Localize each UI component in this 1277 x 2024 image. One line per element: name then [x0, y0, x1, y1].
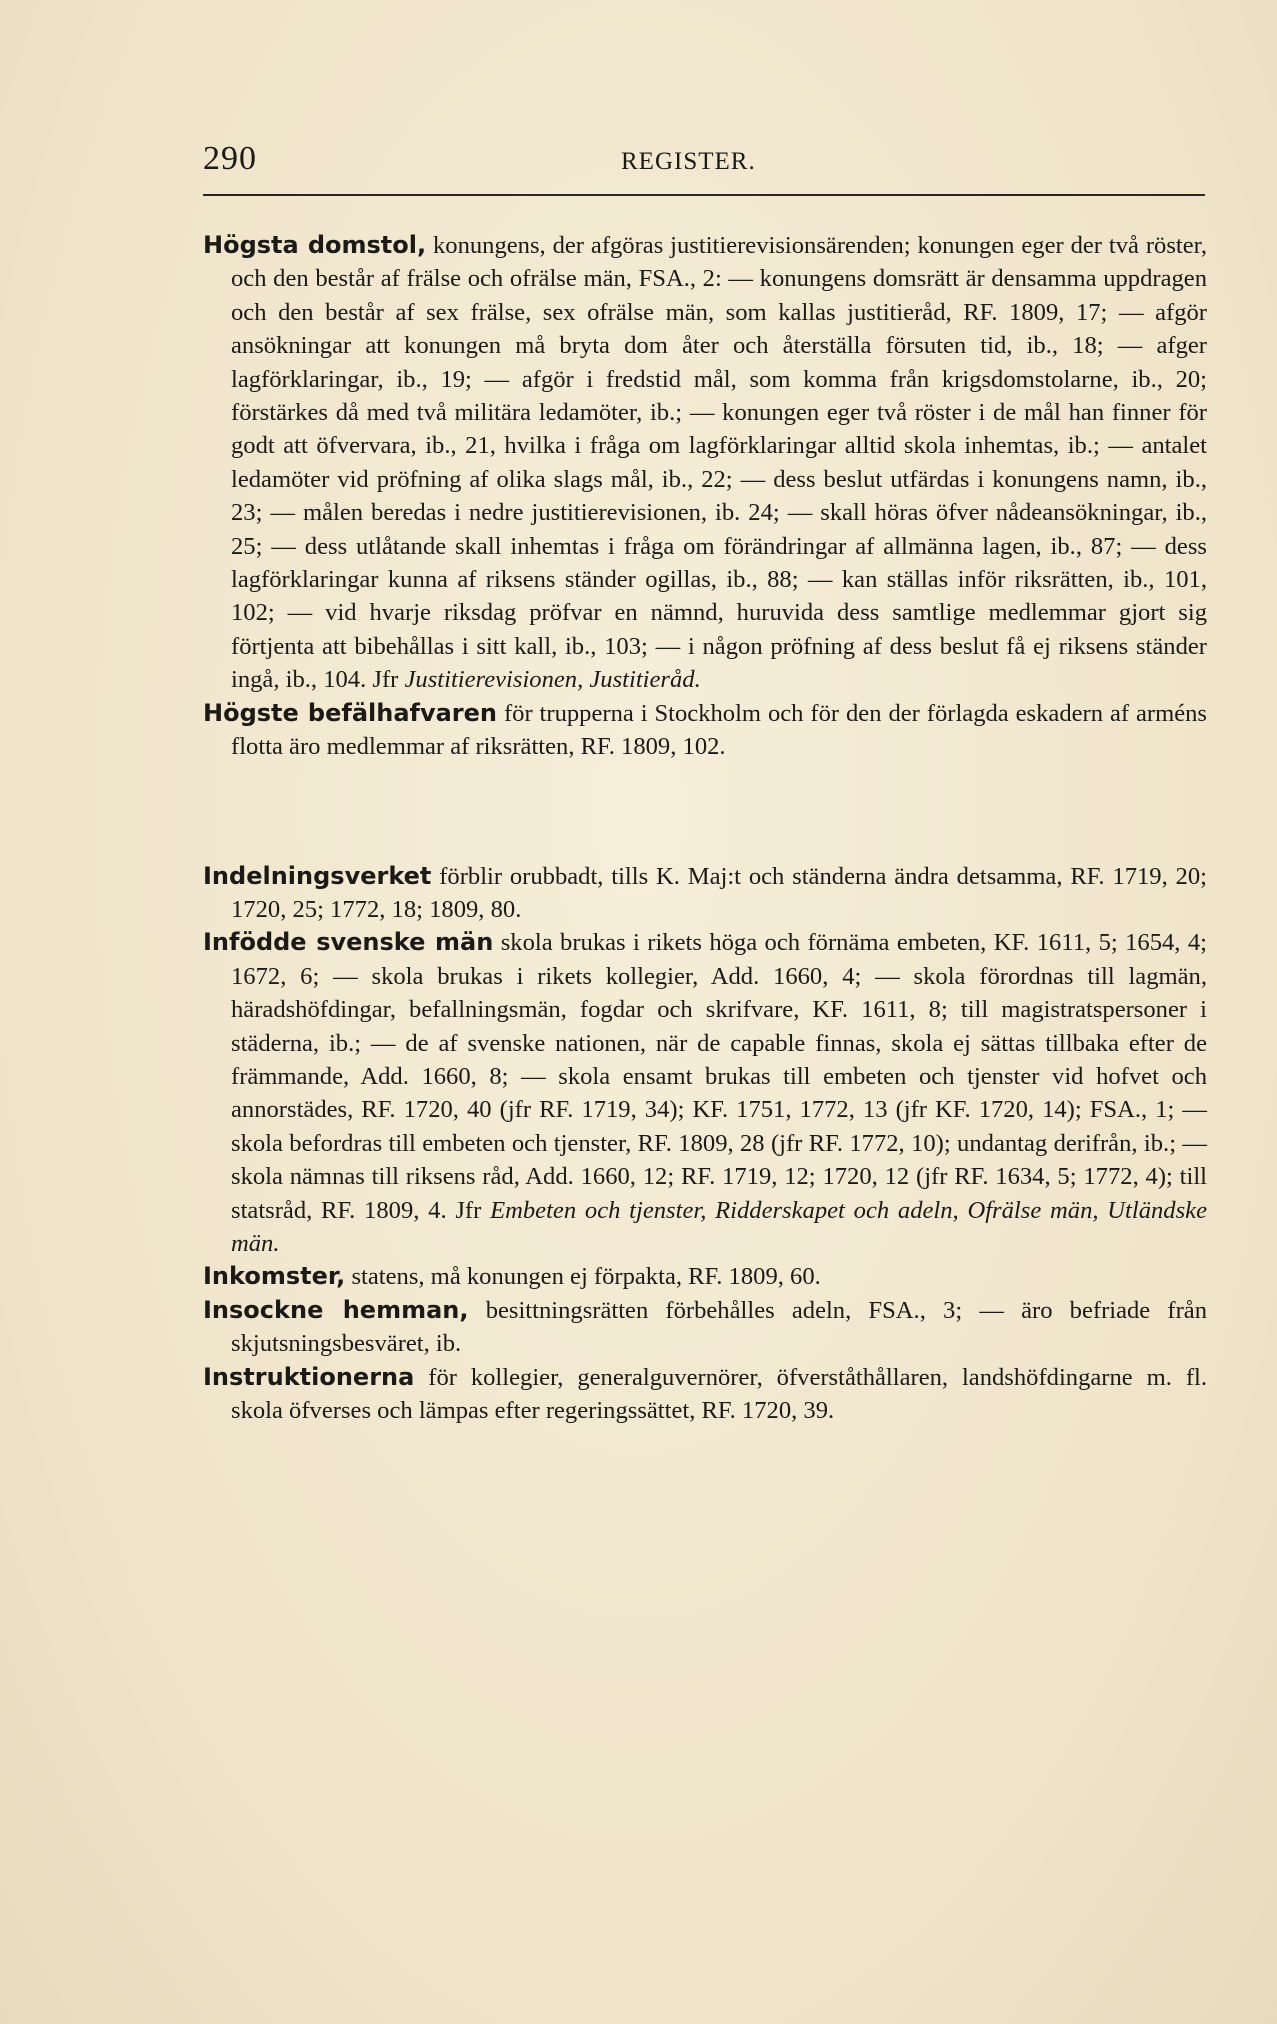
entry-head: Högsta domstol, [203, 231, 427, 259]
entry-cross-reference: Justitierevisionen, Justitieråd. [404, 666, 701, 694]
register-text [203, 229, 1207, 1427]
entry-text: för kollegier, generalguvernörer, öfverståthållaren, landshöfdingarne m. fl. skola öfverses och lämpas efter regeringssättet, RF. 1720, 39. [231, 1363, 1207, 1424]
entry-text: statens, må konungen ej förpakta, RF. 1809, 60. [351, 1263, 821, 1291]
section-gap [203, 764, 1207, 860]
entry-head: Inkomster, [203, 1262, 346, 1291]
entry-text: skola brukas i rikets höga och förnäma embeten, KF. 1611, 5; 1654, 4; 1672, 6; — skola brukas i rikets kollegier, Add. 1660, 4; — skola förordnas till lagmän, häradshöfdingar, befallningsmän, fogdar och skrifvare, KF. 1611, 8; till magistratspersoner i städerna, ib.; — de af svenske nationen, när de capable finnas, skola ej sättas tillbaka efter de främmande, Add. 1660, 8; — skola ensamt brukas till embeten och tjenster vid hofvet och annorstädes, RF. 1720, 40 (jfr RF. 1719, 34); KF. 1751, 1772, 13 (jfr KF. 1720, 14); FSA., 1; — skola befordras till embeten och tjenster, RF. 1809, 28 (jfr RF. 1772, 10); undantag derifrån, ib.; — skola nämnas till riksens råd, Add. 1660, 12; RF. 1719, 12; 1720, 12 (jfr RF. 1634, 5; 1772, 4); till statsråd, RF. 1809, 4. Jfr [231, 929, 1207, 1224]
page-number: 290 [203, 140, 257, 177]
entry-indelningsverket [203, 860, 1207, 927]
entry-head: Insockne hemman, [203, 1295, 469, 1324]
header-rule [203, 194, 1205, 196]
entry-head: Högste befälhafvaren [203, 698, 498, 727]
running-title: REGISTER. [621, 148, 756, 175]
entry-group-i [203, 860, 1207, 1428]
entry-inkomster [203, 1260, 1207, 1293]
entry-infodde-svenske-man [203, 926, 1207, 1260]
entry-hogsta-domstol [203, 229, 1207, 697]
page-header [203, 140, 1203, 188]
entry-text: besittningsrätten förbehålles adeln, FSA., 3; — äro befriade från skjutsningsbesväret, ib. [231, 1296, 1207, 1358]
entry-group-h [203, 229, 1207, 764]
entry-hogste-befalhafvaren [203, 697, 1207, 764]
entry-head: Indelningsverket [203, 861, 432, 890]
entry-head: Infödde svenske män [203, 928, 494, 957]
entry-insockne-hemman [203, 1294, 1207, 1361]
entry-text: för trupperna i Stockholm och för den der förlagda eskadern af arméns flotta äro medlemmar af riksrätten, RF. 1809, 102. [231, 699, 1208, 761]
entry-cross-reference: Embeten och tjenster, Ridderskapet och adeln, Ofrälse män, Utländske män. [231, 1196, 1207, 1257]
entry-head: Instruktionerna [203, 1362, 415, 1391]
entry-text: konungens, der afgöras justitierevisionsärenden; konungen eger der två röster, och den består af frälse och ofrälse män, FSA., 2: — konungens domsrätt är densamma uppdragen och den består af sex frälse, sex ofrälse män, som kallas justitieråd, RF. 1809, 17; — afgör ansökningar att konungen må bryta dom åter och återställa försuten tid, ib., 18; — afger lagförklaringar, ib., 19; — afgör i fredstid mål, som komma från krigsdomstolarne, ib., 20; förstärkes då med två militära ledamöter, ib.; — konungen eger två röster i de mål han finner för godt att öfvervara, ib., 21, hvilka i fråga om lagförklaringar alltid skola inhemtas, ib.; — antalet ledamöter vid pröfning af olika slags mål, ib., 22; — dess beslut utfärdas i konungens namn, ib., 23; — målen beredas i nedre justitierevisionen, ib. 24; — skall höras öfver nådeansökningar, ib., 25; — dess utlåtande skall inhemtas i fråga om förändringar af allmänna lagen, ib., 87; — dess lagförklaringar kunna af riksens ständer ogillas, ib., 88; — kan ställas inför riksrätten, ib., 101, 102; — vid hvarje riksdag pröfvar en nämnd, huruvida dess samtlige medlemmar gjort sig förtjenta att bibehållas i sitt kall, ib., 103; — i någon pröfning af dess beslut få ej riksens ständer ingå, ib., 104. Jfr [231, 232, 1207, 694]
entry-text: förblir orubbadt, tills K. Maj:t och ständerna ändra detsamma, RF. 1719, 20; 1720, 25; 1772, 18; 1809, 80. [231, 862, 1207, 923]
entry-instruktionerna [203, 1361, 1207, 1428]
